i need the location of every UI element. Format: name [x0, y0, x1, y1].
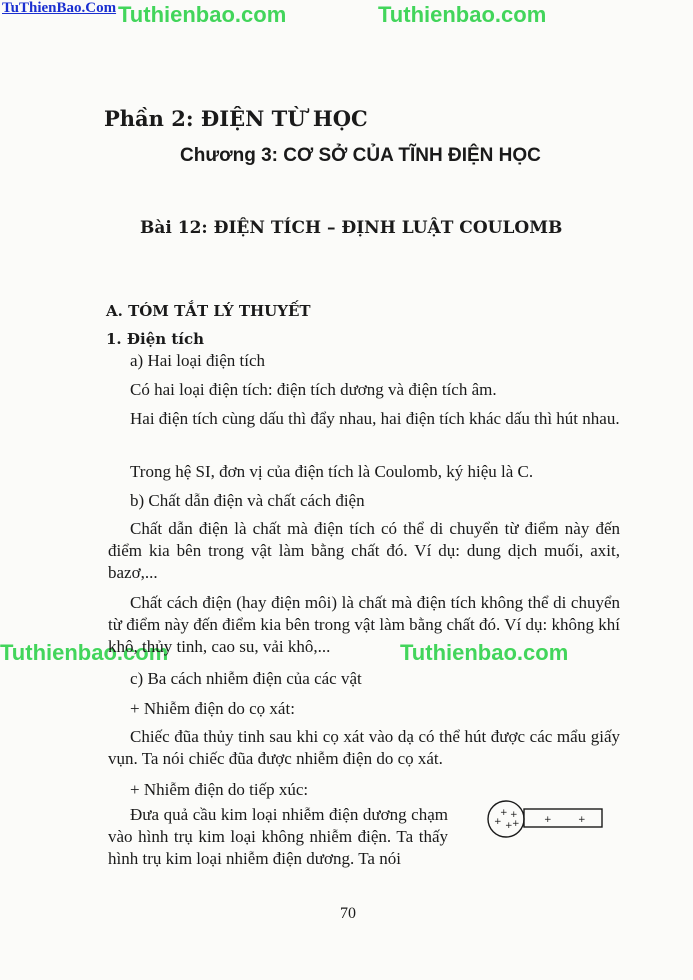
paragraph: Có hai loại điện tích: điện tích dương và điện tích âm. [130, 380, 497, 399]
paragraph: Trong hệ SI, đơn vị của điện tích là Coulomb, ký hiệu là C. [130, 462, 534, 481]
lesson-title: Bài 12: ĐIỆN TÍCH – ĐỊNH LUẬT COULOMB [140, 218, 563, 238]
svg-text:+: + [578, 815, 586, 825]
watermark-mid-right: Tuthienbao.com [400, 640, 569, 665]
section-heading: A. TÓM TẮT LÝ THUYẾT [106, 302, 311, 320]
paragraph: + Nhiễm điện do tiếp xúc: [130, 780, 309, 799]
svg-text:+: + [510, 810, 518, 820]
paragraph: Chất dẫn điện là chất mà điện tích có thể di chuyển từ điểm này đến điểm kia bên trong vật làm bằng chất đó. Ví dụ: dung dịch muối, axit, bazơ,... [108, 519, 620, 582]
part-title: Phần 2: ĐIỆN TỪ HỌC [104, 106, 368, 131]
subsection-heading: 1. Điện tích [106, 330, 205, 348]
watermark-top-mid: Tuthienbao.com [378, 2, 547, 27]
svg-text:+: + [512, 819, 520, 829]
page-number: 70 [340, 905, 356, 922]
paragraph: a) Hai loại điện tích [130, 351, 266, 370]
paragraph: Đưa quả cầu kim loại nhiễm điện dương chạm vào hình trụ kim loại không nhiễm điện. Ta thấy hình trụ kim loại nhiễm điện dương. Ta nói [108, 805, 448, 868]
paragraph: + Nhiễm điện do cọ xát: [130, 699, 295, 718]
paragraph: b) Chất dẫn điện và chất cách điện [130, 491, 365, 510]
charged-sphere-cylinder-diagram [486, 797, 606, 847]
paragraph: c) Ba cách nhiễm điện của các vật [130, 669, 362, 688]
paragraph: Chất cách điện (hay điện môi) là chất mà điện tích không thể di chuyển từ điểm này đến điểm kia bên trong vật làm bằng chất đó. Ví dụ: không khí khô, thủy tinh, cao su, vải khô,... [108, 593, 620, 656]
svg-text:+: + [505, 821, 513, 831]
watermark-top-second: Tuthienbao.com [118, 2, 287, 27]
chapter-title: Chương 3: CƠ SỞ CỦA TĨNH ĐIỆN HỌC [180, 145, 541, 166]
paragraph: Chiếc đũa thủy tinh sau khi cọ xát vào dạ có thể hút được các mẩu giấy vụn. Ta nói chiếc đũa được nhiễm điện do cọ xát. [108, 727, 620, 768]
svg-text:+: + [500, 808, 508, 818]
svg-text:+: + [494, 817, 502, 827]
paragraph: Hai điện tích cùng dấu thì đẩy nhau, hai điện tích khác dấu thì hút nhau. [130, 409, 620, 428]
watermark-mid-left: Tuthienbao.com [0, 640, 169, 665]
svg-text:+: + [544, 815, 552, 825]
watermark-top-left[interactable]: TuThienBao.Com [2, 0, 117, 16]
